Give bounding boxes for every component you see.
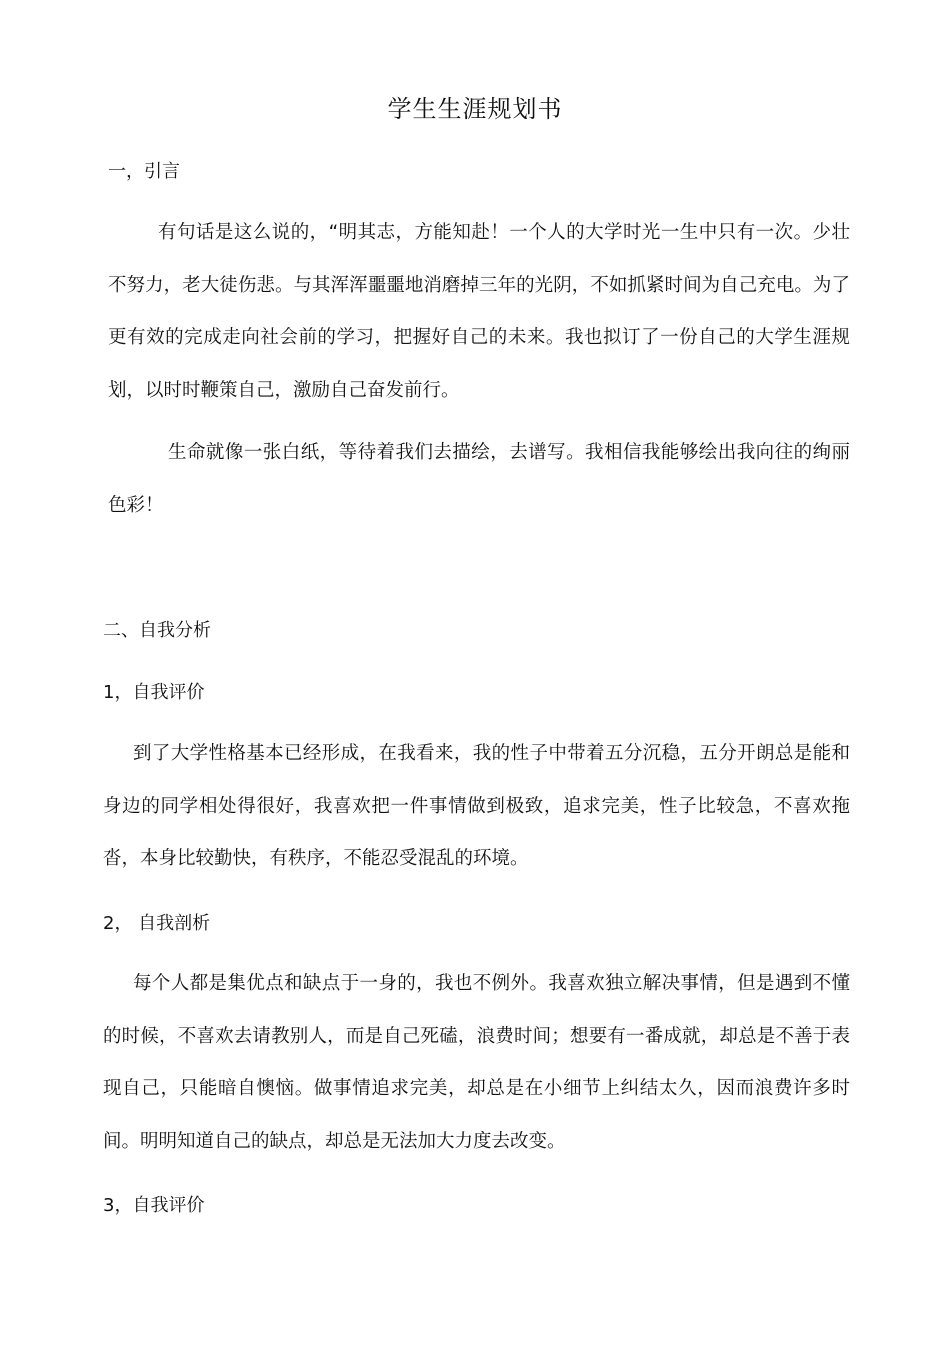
section-heading-intro: 一，引言: [108, 161, 180, 182]
subheading-self-evaluation-1: 1，自我评价: [103, 682, 205, 703]
self-dissection-paragraph: 每个人都是集优点和缺点于一身的，我也不例外。我喜欢独立解决事情，但是遇到不懂的时候，不喜欢去请教别人，而是自己死磕，浪费时间；想要有一番成就，却总是不善于表现自己，只能暗自懊恼。做事情追求完美，却总是在小细节上纠结太久，因而浪费许多时间。明明知道自己的缺点，却总是无法加大力度去改变。: [103, 973, 850, 1152]
intro-paragraph-2: 生命就像一张白纸，等待着我们去描绘，去谱写。我相信我能够绘出我向往的绚丽色彩！: [108, 442, 850, 516]
document-title: 学生生涯规划书: [387, 95, 563, 123]
subheading-self-dissection: 2， 自我剖析: [103, 913, 211, 934]
subheading-self-evaluation-3: 3，自我评价: [103, 1195, 205, 1216]
intro-paragraph-1: 有句话是这么说的，“明其志，方能知赴！一个人的大学时光一生中只有一次。少壮不努力，老大徒伤悲。与其浑浑噩噩地消磨掉三年的光阴，不如抓紧时间为自己充电。为了更有效的完成走向社会前的学习，把握好自己的未来。我也拟订了一份自己的大学生涯规划，以时时鞭策自己，激励自己奋发前行。: [108, 222, 850, 401]
section-heading-self-analysis: 二、自我分析: [103, 620, 211, 641]
self-evaluation-paragraph: 到了大学性格基本已经形成，在我看来，我的性子中带着五分沉稳，五分开朗总是能和身边的同学相处得很好，我喜欢把一件事情做到极致，追求完美，性子比较急，不喜欢拖沓，本身比较勤快，有秩序，不能忍受混乱的环境。: [103, 743, 850, 869]
